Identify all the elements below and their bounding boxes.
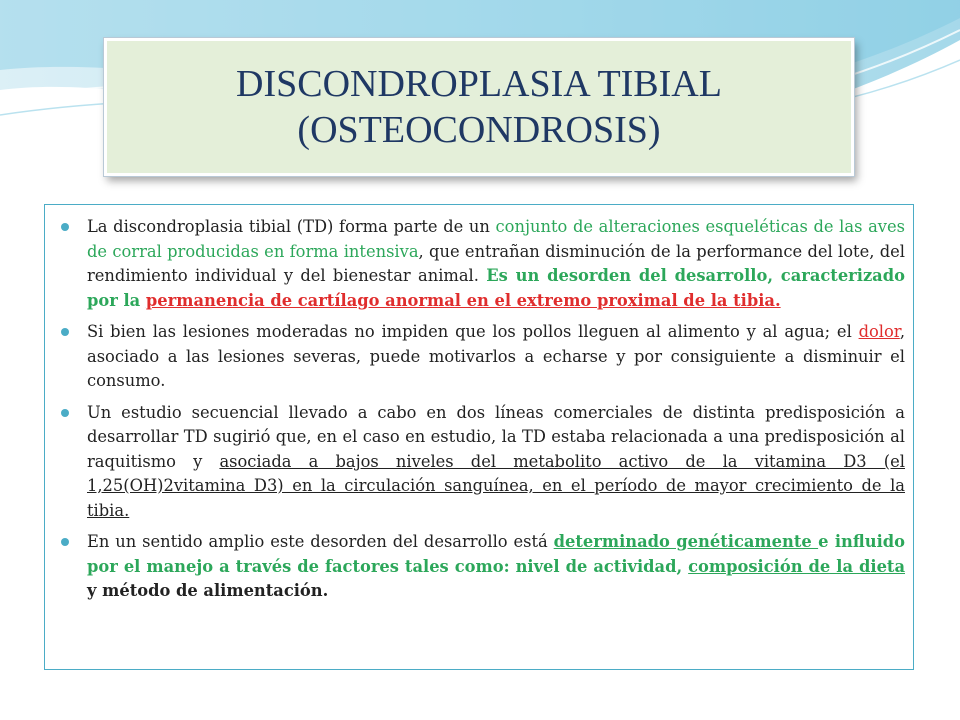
bullet-text-segment: Es un desorden del desarrollo, caracterizado por la [87, 266, 905, 310]
slide-title [104, 38, 854, 176]
bullet-paragraph [69, 215, 905, 313]
bullet-text-segment: En un sentido amplio este desorden del desarrollo está [87, 532, 554, 551]
bullet-dot-icon [61, 409, 69, 417]
bullet-dot-icon [61, 538, 69, 546]
bullet-text-segment: e influido por el manejo a través de factores tales como: nivel de actividad, [87, 532, 905, 576]
bullet-text-segment: La discondroplasia tibial (TD) forma parte de un [87, 217, 496, 236]
bullet-text-segment: permanencia de cartílago anormal en el extremo proximal de la tibia. [145, 290, 781, 310]
bullet-text-segment: , asociado a las lesiones severas, puede motivarlos a echarse y por consiguiente a disminuir el consumo. [87, 322, 905, 390]
title-line-1: DISCONDROPLASIA TIBIAL [236, 63, 722, 105]
title-line-2: (OSTEOCONDROSIS) [297, 109, 661, 151]
bullet-text-segment: Si bien las lesiones moderadas no impiden que los pollos lleguen al alimento y al agua; el [87, 322, 859, 341]
bullet-paragraph [69, 530, 905, 604]
bullet-text-segment: determinado genéticamente [553, 532, 819, 551]
bullet-text-segment: dolor [858, 322, 900, 341]
bullet-text-segment: Un estudio secuencial llevado a cabo en dos líneas comerciales de distinta predisposición a desarrollar TD sugirió que, en el caso en estudio, la TD estaba relacionada a una predisposición al raquitismo y [87, 402, 905, 471]
bullet-text-segment: , que entrañan disminución de la performance del lote, del rendimiento individual y del bienestar animal. [87, 241, 905, 285]
bullet-list [69, 215, 905, 604]
bullet-paragraph [69, 401, 905, 524]
bullet-dot-icon [61, 223, 69, 231]
content-box [44, 204, 914, 670]
bullet-paragraph [69, 320, 905, 394]
bullet-dot-icon [61, 328, 69, 336]
bullet-text-segment: y método de alimentación. [87, 581, 329, 600]
bullet-text-segment: composición de la dieta [688, 556, 905, 576]
bullet-text-segment: conjunto de alteraciones esqueléticas de las aves de corral producidas en forma intensiva [87, 217, 905, 261]
bullet-text-segment: asociada a bajos niveles del metabolito activo de la vitamina D3 (el 1,25(OH)2vitamina D3) en la circulación sanguínea, en el período de mayor crecimiento de la tibia. [87, 451, 906, 520]
